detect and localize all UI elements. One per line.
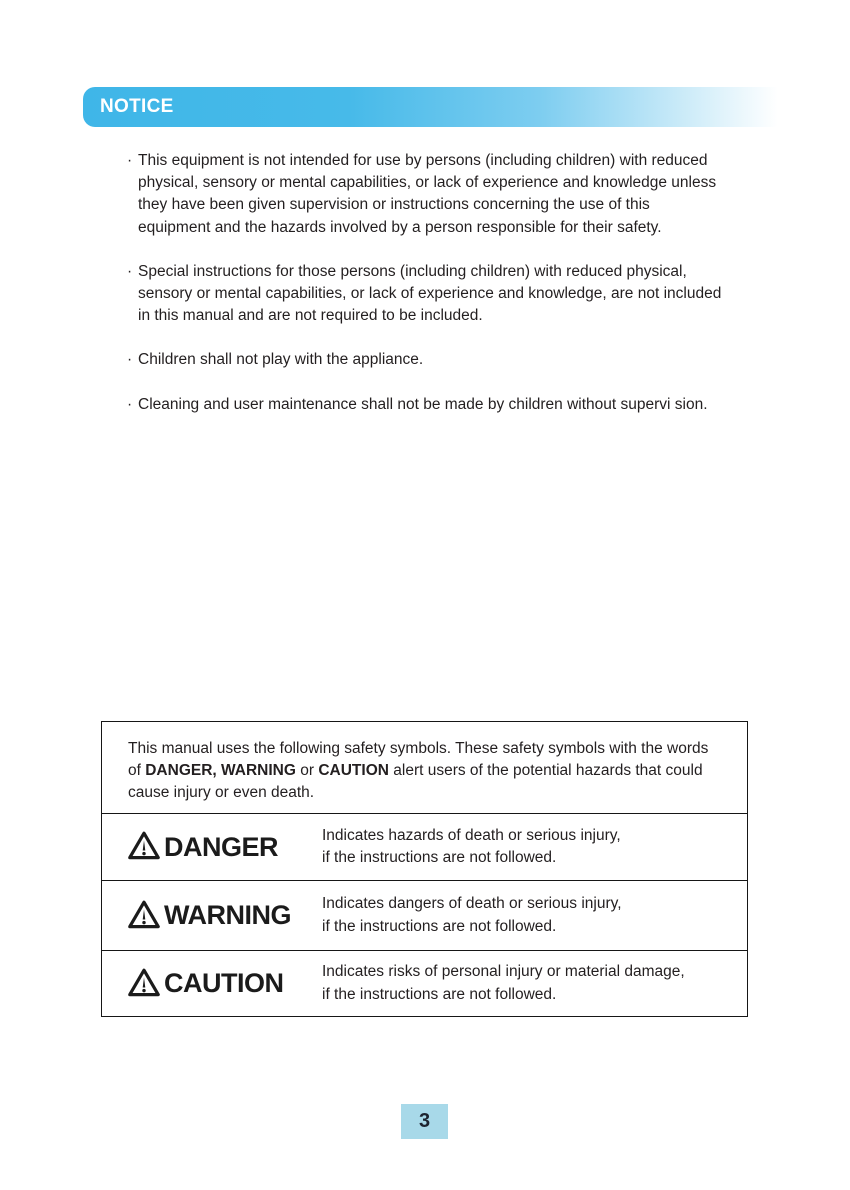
list-item bbox=[127, 394, 725, 416]
danger-description bbox=[322, 825, 747, 869]
list-item bbox=[127, 261, 725, 328]
bullet-text: Cleaning and user maintenance shall not be made by children without supervi sion. bbox=[138, 395, 708, 413]
bullet-icon: · bbox=[127, 395, 133, 413]
intro-text-part-bold: DANGER, WARNING bbox=[145, 762, 296, 780]
bullet-icon: · bbox=[127, 262, 133, 280]
description-line: if the instructions are not followed. bbox=[322, 917, 557, 935]
notice-title: NOTICE bbox=[100, 96, 174, 117]
intro-text-part-bold: CAUTION bbox=[318, 762, 389, 780]
warning-symbol-cell bbox=[102, 897, 322, 935]
intro-text-part: This manual uses the following safety symbols. These safety symbols with the words of bbox=[128, 740, 709, 780]
bullet-text: Children shall not play with the appliance. bbox=[138, 351, 424, 369]
page-number-box bbox=[401, 1104, 448, 1139]
bullet-text: Special instructions for those persons (including children) with reduced physical, sensory or mental capabilities, or lack of experience and knowledge, are not included in this manual and are not required to be included. bbox=[138, 262, 722, 325]
warning-description bbox=[322, 893, 747, 937]
safety-symbols-table bbox=[101, 721, 748, 1017]
table-row bbox=[102, 814, 747, 881]
danger-symbol-cell bbox=[102, 828, 322, 866]
warning-triangle-icon bbox=[127, 967, 161, 1003]
caution-description bbox=[322, 961, 747, 1005]
caution-label: CAUTION bbox=[164, 968, 284, 998]
intro-text-part: or bbox=[295, 762, 319, 780]
bullet-text: This equipment is not intended for use by persons (including children) with reduced physical, sensory or mental capabilities, or lack of experience and knowledge unless they have been given supervision or instructions concerning the use of this equipment and the hazards involved by a person responsible for their safety. bbox=[138, 152, 717, 236]
bullet-icon: · bbox=[127, 351, 133, 369]
bullet-icon: · bbox=[127, 152, 133, 169]
caution-symbol-cell bbox=[102, 965, 322, 1003]
list-item bbox=[127, 150, 725, 239]
notice-bullet-list bbox=[127, 150, 725, 438]
notice-banner bbox=[83, 87, 785, 127]
warning-label: WARNING bbox=[164, 900, 291, 930]
page-number: 3 bbox=[418, 1110, 431, 1132]
warning-triangle-icon bbox=[127, 830, 161, 866]
intro-text-part: alert users of the potential hazards that could cause injury or even death. bbox=[128, 762, 703, 802]
description-line: if the instructions are not followed. bbox=[322, 985, 557, 1003]
table-row bbox=[102, 881, 747, 951]
table-row bbox=[102, 951, 747, 1016]
description-line: Indicates risks of personal injury or material damage, bbox=[322, 963, 685, 981]
danger-label: DANGER bbox=[164, 831, 279, 862]
description-line: Indicates hazards of death or serious injury, bbox=[322, 826, 621, 844]
list-item bbox=[127, 349, 725, 371]
description-line: if the instructions are not followed. bbox=[322, 849, 557, 866]
description-line: Indicates dangers of death or serious injury, bbox=[322, 895, 622, 913]
safety-table-intro bbox=[102, 722, 747, 814]
warning-triangle-icon bbox=[127, 899, 161, 935]
